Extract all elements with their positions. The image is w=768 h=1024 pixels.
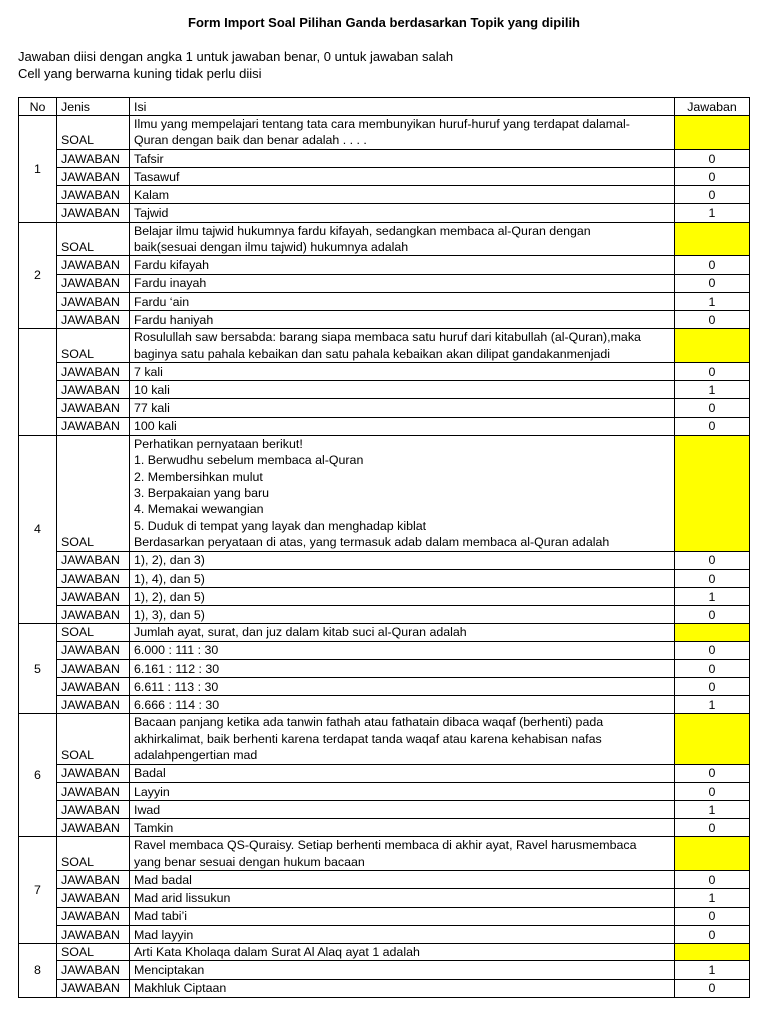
answer-type: JAWABAN: [57, 678, 130, 696]
question-row: [19, 435, 750, 551]
answer-type: JAWABAN: [57, 819, 130, 837]
answer-type: JAWABAN: [57, 310, 130, 328]
question-row: [19, 714, 750, 764]
answer-type: JAWABAN: [57, 587, 130, 605]
question-row: [19, 329, 750, 363]
answer-text: Menciptakan: [130, 961, 675, 979]
question-text-line: adalahpengertian mad: [134, 748, 258, 763]
question-text-line: Ravel membaca QS-Quraisy. Setiap berhenti membaca di akhir ayat, Ravel harusmembaca: [134, 838, 637, 853]
answer-text: 1), 2), dan 3): [130, 551, 675, 569]
header-no: No: [19, 98, 57, 116]
answer-type: JAWABAN: [57, 606, 130, 624]
answer-type: JAWABAN: [57, 801, 130, 819]
question-text-line: 4. Memakai wewangian: [134, 502, 264, 517]
answer-cell-highlighted: [675, 435, 750, 551]
question-text-line: Berdasarkan peryataan di atas, yang termasuk adab dalam membaca al-Quran adalah: [134, 535, 610, 550]
answer-value: 0: [675, 641, 750, 659]
answer-type: JAWABAN: [57, 417, 130, 435]
answer-row: [19, 696, 750, 714]
question-number: 8: [19, 943, 57, 997]
answer-row: [19, 399, 750, 417]
answer-row: [19, 256, 750, 274]
question-text: [130, 329, 675, 363]
answer-row: [19, 979, 750, 997]
answer-value: 0: [675, 256, 750, 274]
answer-value: 0: [675, 764, 750, 782]
question-text: [130, 222, 675, 256]
answer-value: 0: [675, 362, 750, 380]
question-number: 5: [19, 624, 57, 714]
page-title: Form Import Soal Pilihan Ganda berdasarkan Topik yang dipilih: [188, 15, 580, 30]
question-type: SOAL: [57, 837, 130, 871]
answer-text: Tajwid: [130, 204, 675, 222]
question-text-line: 2. Membersihkan mulut: [134, 469, 263, 484]
answer-row: [19, 204, 750, 222]
answer-text: Mad layyin: [130, 925, 675, 943]
answer-type: JAWABAN: [57, 569, 130, 587]
answer-row: [19, 168, 750, 186]
answer-row: [19, 925, 750, 943]
answer-text: Iwad: [130, 801, 675, 819]
answer-value: 0: [675, 551, 750, 569]
answer-cell-highlighted: [675, 624, 750, 641]
answer-type: JAWABAN: [57, 399, 130, 417]
answer-text: 10 kali: [130, 381, 675, 399]
question-number: 7: [19, 837, 57, 944]
question-text-line: Jumlah ayat, surat, dan juz dalam kitab suci al-Quran adalah: [134, 625, 467, 640]
answer-text: Makhluk Ciptaan: [130, 979, 675, 997]
answer-row: [19, 641, 750, 659]
answer-cell-highlighted: [675, 116, 750, 150]
answer-cell-highlighted: [675, 837, 750, 871]
header-jenis: Jenis: [57, 98, 130, 116]
answer-row: [19, 764, 750, 782]
answer-type: JAWABAN: [57, 381, 130, 399]
question-type: SOAL: [57, 435, 130, 551]
answer-text: 6.000 : 111 : 30: [130, 641, 675, 659]
question-text-line: baik(sesuai dengan ilmu tajwid) hukumnya adalah: [134, 239, 409, 254]
answer-value: 0: [675, 168, 750, 186]
question-text-line: 1. Berwudhu sebelum membaca al-Quran: [134, 453, 364, 468]
answer-row: [19, 819, 750, 837]
answer-row: [19, 292, 750, 310]
answer-type: JAWABAN: [57, 204, 130, 222]
question-text: [130, 624, 675, 641]
answer-row: [19, 551, 750, 569]
answer-cell-highlighted: [675, 943, 750, 960]
answer-text: 100 kali: [130, 417, 675, 435]
answer-value: 0: [675, 606, 750, 624]
question-text: [130, 116, 675, 150]
answer-row: [19, 606, 750, 624]
answer-type: JAWABAN: [57, 186, 130, 204]
answer-type: JAWABAN: [57, 871, 130, 889]
question-text: [130, 435, 675, 551]
answer-row: [19, 889, 750, 907]
answer-type: JAWABAN: [57, 641, 130, 659]
question-text: [130, 943, 675, 960]
answer-value: 0: [675, 782, 750, 800]
instruction-note: Cell yang berwarna kuning tidak perlu diisi: [18, 66, 262, 81]
answer-value: 1: [675, 889, 750, 907]
answer-value: 0: [675, 925, 750, 943]
answer-text: 6.161 : 112 : 30: [130, 659, 675, 677]
answer-type: JAWABAN: [57, 979, 130, 997]
question-text: [130, 837, 675, 871]
answer-text: Tamkin: [130, 819, 675, 837]
answer-value: 0: [675, 149, 750, 167]
answer-type: JAWABAN: [57, 782, 130, 800]
question-type: SOAL: [57, 943, 130, 960]
question-number: 2: [19, 222, 57, 329]
question-text-line: Rosulullah saw bersabda: barang siapa membaca satu huruf dari kitabullah (al-Quran),maka: [134, 330, 641, 345]
answer-text: 6.611 : 113 : 30: [130, 678, 675, 696]
answer-row: [19, 186, 750, 204]
answer-type: JAWABAN: [57, 961, 130, 979]
question-text-line: Arti Kata Kholaqa dalam Surat Al Alaq ayat 1 adalah: [134, 944, 420, 959]
answer-row: [19, 381, 750, 399]
answer-value: 1: [675, 801, 750, 819]
answer-type: JAWABAN: [57, 764, 130, 782]
question-number: 6: [19, 714, 57, 837]
question-row: [19, 837, 750, 871]
answer-text: 1), 3), dan 5): [130, 606, 675, 624]
answer-type: JAWABAN: [57, 907, 130, 925]
question-text-line: akhirkalimat, baik berhenti karena terdapat tanda waqaf atau karena kehabisan nafas: [134, 731, 602, 746]
answer-row: [19, 801, 750, 819]
question-row: [19, 222, 750, 256]
answer-value: 0: [675, 907, 750, 925]
answer-value: 1: [675, 292, 750, 310]
question-text-line: 3. Berpakaian yang baru: [134, 485, 270, 500]
answer-type: JAWABAN: [57, 292, 130, 310]
answer-cell-highlighted: [675, 329, 750, 363]
answer-type: JAWABAN: [57, 925, 130, 943]
answer-type: JAWABAN: [57, 362, 130, 380]
answer-text: 7 kali: [130, 362, 675, 380]
question-row: [19, 624, 750, 641]
question-type: SOAL: [57, 714, 130, 764]
question-type: SOAL: [57, 116, 130, 150]
answer-text: Fardu ‘ain: [130, 292, 675, 310]
answer-type: JAWABAN: [57, 696, 130, 714]
answer-text: Badal: [130, 764, 675, 782]
answer-text: Tasawuf: [130, 168, 675, 186]
answer-row: [19, 310, 750, 328]
answer-text: 77 kali: [130, 399, 675, 417]
answer-text: Fardu kifayah: [130, 256, 675, 274]
answer-value: 1: [675, 587, 750, 605]
table-body: [19, 116, 750, 998]
answer-type: JAWABAN: [57, 274, 130, 292]
answer-text: Kalam: [130, 186, 675, 204]
answer-text: Fardu haniyah: [130, 310, 675, 328]
question-row: [19, 943, 750, 960]
answer-row: [19, 274, 750, 292]
answer-value: 0: [675, 678, 750, 696]
answer-cell-highlighted: [675, 714, 750, 764]
question-number: 4: [19, 435, 57, 624]
answer-row: [19, 587, 750, 605]
answer-value: 0: [675, 979, 750, 997]
answer-row: [19, 569, 750, 587]
answer-type: JAWABAN: [57, 551, 130, 569]
answer-value: 1: [675, 204, 750, 222]
question-text-line: 5. Duduk di tempat yang layak dan menghadap kiblat: [134, 518, 427, 533]
answer-row: [19, 417, 750, 435]
question-text-line: Ilmu yang mempelajari tentang tata cara membunyikan huruf-huruf yang terdapat dalamal-: [134, 117, 630, 131]
question-row: [19, 116, 750, 150]
answer-type: JAWABAN: [57, 889, 130, 907]
question-table: [18, 97, 750, 998]
question-text-line: yang benar sesuai dengan hukum bacaan: [134, 854, 365, 869]
answer-value: 0: [675, 399, 750, 417]
question-type: SOAL: [57, 222, 130, 256]
header-jawaban: Jawaban: [675, 98, 750, 116]
question-text: [130, 714, 675, 764]
answer-text: Mad badal: [130, 871, 675, 889]
answer-value: 0: [675, 186, 750, 204]
question-number: 1: [19, 116, 57, 223]
answer-value: 0: [675, 871, 750, 889]
answer-value: 0: [675, 417, 750, 435]
answer-row: [19, 149, 750, 167]
question-text-line: Quran dengan baik dan benar adalah . . . .: [134, 133, 367, 148]
answer-value: 1: [675, 696, 750, 714]
answer-text: Mad tabi’i: [130, 907, 675, 925]
answer-text: Fardu inayah: [130, 274, 675, 292]
question-text-line: Perhatikan pernyataan berikut!: [134, 436, 303, 451]
answer-row: [19, 782, 750, 800]
answer-text: Layyin: [130, 782, 675, 800]
answer-value: 0: [675, 659, 750, 677]
answer-text: 6.666 : 114 : 30: [130, 696, 675, 714]
header-isi: Isi: [130, 98, 675, 116]
question-text-line: Bacaan panjang ketika ada tanwin fathah atau fathatain dibaca waqaf (berhenti) pada: [134, 715, 604, 730]
answer-type: JAWABAN: [57, 256, 130, 274]
answer-row: [19, 659, 750, 677]
table-header-row: [19, 98, 750, 116]
question-number: [19, 329, 57, 436]
question-text-line: Belajar ilmu tajwid hukumnya fardu kifayah, sedangkan membaca al-Quran dengan: [134, 223, 591, 238]
answer-row: [19, 362, 750, 380]
answer-value: 0: [675, 819, 750, 837]
question-text-line: baginya satu pahala kebaikan dan satu pahala kebaikan akan dilipat gandakanmenjadi: [134, 346, 611, 361]
question-type: SOAL: [57, 329, 130, 363]
answer-text: 1), 2), dan 5): [130, 587, 675, 605]
answer-value: 1: [675, 381, 750, 399]
answer-text: Mad arid lissukun: [130, 889, 675, 907]
answer-text: Tafsir: [130, 149, 675, 167]
answer-type: JAWABAN: [57, 168, 130, 186]
question-type: SOAL: [57, 624, 130, 641]
answer-row: [19, 907, 750, 925]
answer-text: 1), 4), dan 5): [130, 569, 675, 587]
answer-row: [19, 961, 750, 979]
instruction-note: Jawaban diisi dengan angka 1 untuk jawaban benar, 0 untuk jawaban salah: [18, 49, 454, 64]
answer-value: 0: [675, 310, 750, 328]
answer-row: [19, 871, 750, 889]
answer-cell-highlighted: [675, 222, 750, 256]
answer-value: 0: [675, 274, 750, 292]
answer-type: JAWABAN: [57, 149, 130, 167]
answer-value: 1: [675, 961, 750, 979]
answer-type: JAWABAN: [57, 659, 130, 677]
answer-row: [19, 678, 750, 696]
answer-value: 0: [675, 569, 750, 587]
